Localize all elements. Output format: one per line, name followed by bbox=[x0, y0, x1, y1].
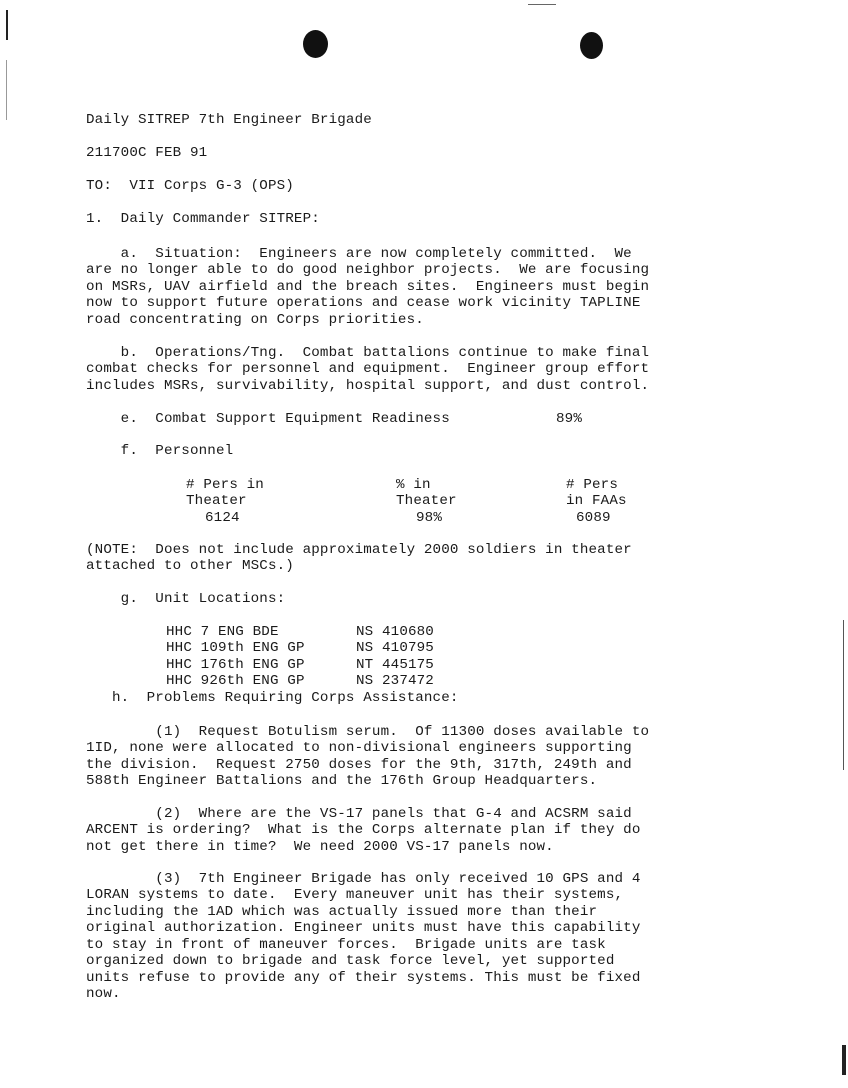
operations-line: combat checks for personnel and equipment. Engineer group effort bbox=[86, 361, 650, 377]
situation-line: on MSRs, UAV airfield and the breach sites. Engineers must begin bbox=[86, 279, 650, 295]
personnel-col3-header: # Pers bbox=[566, 477, 618, 493]
addressee-line: TO: VII Corps G-3 (OPS) bbox=[86, 178, 294, 194]
situation-line: now to support future operations and cease work vicinity TAPLINE bbox=[86, 295, 641, 311]
unit-locations-label: g. Unit Locations: bbox=[86, 591, 286, 607]
problem-3-line: (3) 7th Engineer Brigade has only received 10 GPS and 4 bbox=[86, 871, 641, 887]
unit-name: HHC 109th ENG GP bbox=[166, 640, 305, 656]
problem-3-line: now. bbox=[86, 986, 121, 1002]
unit-grid: NS 237472 bbox=[356, 673, 434, 689]
note-line: (NOTE: Does not include approximately 2000 soldiers in theater bbox=[86, 542, 632, 558]
personnel-col1-value: 6124 bbox=[205, 510, 240, 526]
problem-2-line: (2) Where are the VS-17 panels that G-4 and ACSRM said bbox=[86, 806, 632, 822]
operations-line: b. Operations/Tng. Combat battalions continue to make final bbox=[86, 345, 650, 361]
operations-line: includes MSRs, survivability, hospital support, and dust control. bbox=[86, 378, 650, 394]
situation-line: road concentrating on Corps priorities. bbox=[86, 312, 424, 328]
personnel-label: f. Personnel bbox=[86, 443, 234, 459]
personnel-col3-header: in FAAs bbox=[566, 493, 627, 509]
situation-line: a. Situation: Engineers are now completely committed. We bbox=[86, 246, 632, 262]
problem-3-line: LORAN systems to date. Every maneuver unit has their systems, bbox=[86, 887, 624, 903]
scan-edge-mark bbox=[528, 4, 556, 5]
personnel-col3-value: 6089 bbox=[576, 510, 611, 526]
unit-name: HHC 176th ENG GP bbox=[166, 657, 305, 673]
problem-1-line: (1) Request Botulism serum. Of 11300 doses available to bbox=[86, 724, 650, 740]
readiness-value: 89% bbox=[556, 411, 582, 427]
personnel-col2-value: 98% bbox=[416, 510, 442, 526]
problem-1-line: the division. Request 2750 doses for the 9th, 317th, 249th and bbox=[86, 757, 632, 773]
unit-grid: NT 445175 bbox=[356, 657, 434, 673]
scan-edge-mark bbox=[842, 1045, 846, 1075]
problem-2-line: ARCENT is ordering? What is the Corps alternate plan if they do bbox=[86, 822, 641, 838]
readiness-label: e. Combat Support Equipment Readiness bbox=[86, 411, 450, 427]
scan-edge-mark bbox=[6, 10, 8, 40]
unit-grid: NS 410795 bbox=[356, 640, 434, 656]
situation-line: are no longer able to do good neighbor projects. We are focusing bbox=[86, 262, 650, 278]
punch-hole-left bbox=[303, 30, 328, 58]
problem-3-line: original authorization. Engineer units must have this capability bbox=[86, 920, 641, 936]
personnel-col1-header: # Pers in bbox=[186, 477, 264, 493]
problem-3-line: units refuse to provide any of their systems. This must be fixed bbox=[86, 970, 641, 986]
scan-edge-mark bbox=[6, 60, 7, 120]
personnel-col2-header: % in bbox=[396, 477, 431, 493]
problem-1-line: 1ID, none were allocated to non-divisional engineers supporting bbox=[86, 740, 632, 756]
personnel-col2-header: Theater bbox=[396, 493, 457, 509]
problem-3-line: to stay in front of maneuver forces. Brigade units are task bbox=[86, 937, 606, 953]
unit-name: HHC 926th ENG GP bbox=[166, 673, 305, 689]
document-title: Daily SITREP 7th Engineer Brigade bbox=[86, 112, 372, 128]
problems-label: h. Problems Requiring Corps Assistance: bbox=[86, 690, 459, 706]
date-time-group: 211700C FEB 91 bbox=[86, 145, 208, 161]
problem-3-line: including the 1AD which was actually issued more than their bbox=[86, 904, 598, 920]
problem-2-line: not get there in time? We need 2000 VS-17 panels now. bbox=[86, 839, 554, 855]
scan-edge-mark bbox=[843, 620, 844, 770]
punch-hole-right bbox=[580, 32, 603, 59]
problem-1-line: 588th Engineer Battalions and the 176th Group Headquarters. bbox=[86, 773, 598, 789]
personnel-col1-header: Theater bbox=[186, 493, 247, 509]
unit-name: HHC 7 ENG BDE bbox=[166, 624, 279, 640]
unit-grid: NS 410680 bbox=[356, 624, 434, 640]
section-1-heading: 1. Daily Commander SITREP: bbox=[86, 211, 320, 227]
note-line: attached to other MSCs.) bbox=[86, 558, 294, 574]
problem-3-line: organized down to brigade and task force level, yet supported bbox=[86, 953, 615, 969]
